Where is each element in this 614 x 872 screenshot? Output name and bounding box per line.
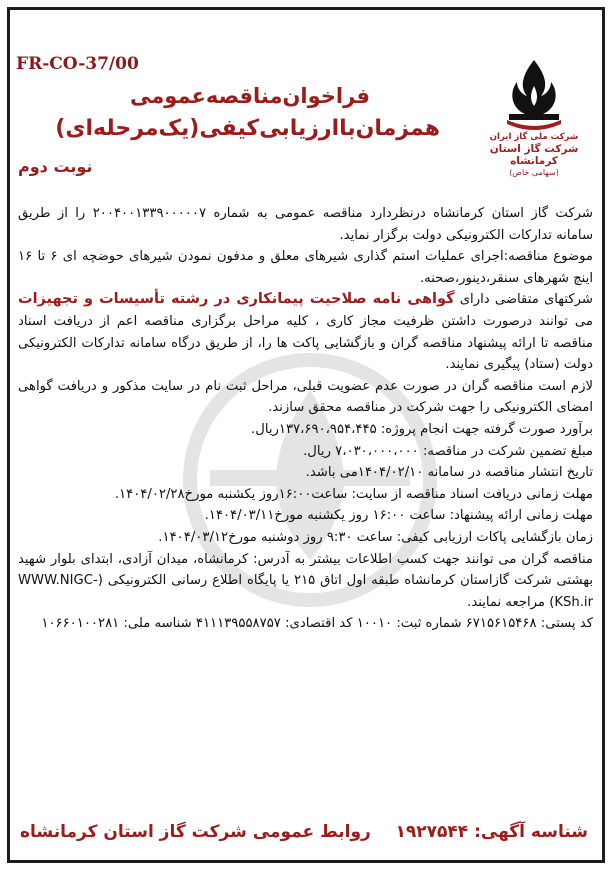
logo-line-company: شرکت گاز استان کرمانشاه <box>489 143 579 167</box>
ad-id: شناسه آگهی: ۱۹۲۷۵۴۴ <box>395 822 588 842</box>
paragraph-subject: موضوع مناقصه:اجرای عملیات استم گذاری شیرهای معلق و مدفون نمودن شیرهای حوضچه ای ۶ تا ۱۶ اینچ شهرهای سنقر،دینور،صحنه. <box>18 249 593 286</box>
footer <box>14 818 594 852</box>
paragraph-estimate: برآورد صورت گرفته جهت انجام پروژه: ۱۳۷،۶۹۰،۹۵۴،۴۴۵ریال. <box>251 421 593 437</box>
logo-line-type: (سهامی خاص) <box>509 168 559 177</box>
publication-turn: نوبت دوم <box>18 157 93 176</box>
certificate-highlight: گواهی نامه صلاحیت پیمانکاری در رشته تأسیسات و تجهیزات <box>18 291 455 308</box>
paragraph-eligibility: شرکتهای متقاضی دارای گواهی نامه صلاحیت پیمانکاری در رشته تأسیسات و تجهیزات می توانند درصورت داشتن ظرفیت مجاز کاری ، کلیه مراحل برگزاری مناقصه اعم از دریافت اسناد مناقصه تا ارائه پیشنهاد مناقصه گران و بازگشایی پاکت ها را، از طریق درگاه سامانه تدارکات الکترونیکی دولت (ستاد) پیگیری نمایند. <box>18 291 593 373</box>
paragraph-document-deadline: مهلت زمانی دریافت اسناد مناقصه از سایت: ساعت۱۶:۰۰روز یکشنبه مورخ۱۴۰۴/۰۲/۲۸. <box>114 486 593 502</box>
paragraph-guarantee: مبلغ تضمین شرکت در مناقصه: ۷،۰۳۰،۰۰۰،۰۰۰ ریال. <box>303 443 593 459</box>
page-title: فراخوان‌مناقصه‌عمومی <box>130 84 370 108</box>
paragraph-registration: لازم است مناقصه گران در صورت عدم عضویت قبلی، مراحل ثبت نام در سایت مذکور و دریافت گواهی امضای الکترونیکی را جهت شرکت در مناقصه محقق سازند. <box>18 378 593 416</box>
form-code: FR-CO-37/00 <box>16 54 139 74</box>
paragraph-contact: مناقصه گران می توانند جهت کسب اطلاعات بیشتر به آدرس: کرمانشاه، میدان آزادی، ابتدای بلوار شهید بهشتی شرکت گازاستان کرمانشاه طبقه اول اتاق ۲۱۵ یا پایگاه اطلاع رسانی الکترونیکی (WWW.NIGC-KSh.ir) مراجعه نمایند. <box>18 551 594 610</box>
paragraph-tender-number: شرکت گاز استان کرمانشاه درنظردارد مناقصه عمومی به شماره ۲۰۰۴۰۰۱۳۳۹۰۰۰۰۰۷ را از طریق سامانه تدارکات الکترونیکی دولت برگزار نماید. <box>18 206 593 243</box>
company-logo <box>466 56 602 177</box>
paragraph-publish-date: تاریخ انتشار مناقصه در سامانه ۱۴۰۴/۰۲/۱۰می باشد. <box>305 465 593 481</box>
public-relations: روابط عمومی شرکت گاز استان کرمانشاه <box>20 822 371 842</box>
logo-line-nigc: شرکت ملی گاز ایران <box>489 132 579 142</box>
notice-body <box>18 203 593 635</box>
paragraph-company-ids: کد پستی: ۶۷۱۵۶۱۵۴۶۸ شماره ثبت: ۱۰۰۱۰ کد اقتصادی: ۴۱۱۱۳۹۵۵۸۷۵۷ شناسه ملی: ۱۰۶۶۰۱۰۰۲۸۱ <box>41 616 593 632</box>
paragraph-opening-time: زمان بازگشایی پاکات ارزیابی کیفی: ساعت ۹:۳۰ روز دوشنبه مورخ۱۴۰۴/۰۳/۱۲. <box>158 529 593 545</box>
paragraph-offer-deadline: مهلت زمانی ارائه پیشنهاد: ساعت ۱۶:۰۰ روز یکشنبه مورخ۱۴۰۴/۰۳/۱۱. <box>204 508 593 524</box>
website-link[interactable]: WWW.NIGC-KSh.ir <box>18 573 593 610</box>
flame-gas-logo-icon <box>499 56 569 130</box>
page-subtitle: همزمان‌باارزیابی‌کیفی(یک‌مرحله‌ای) <box>55 116 440 141</box>
